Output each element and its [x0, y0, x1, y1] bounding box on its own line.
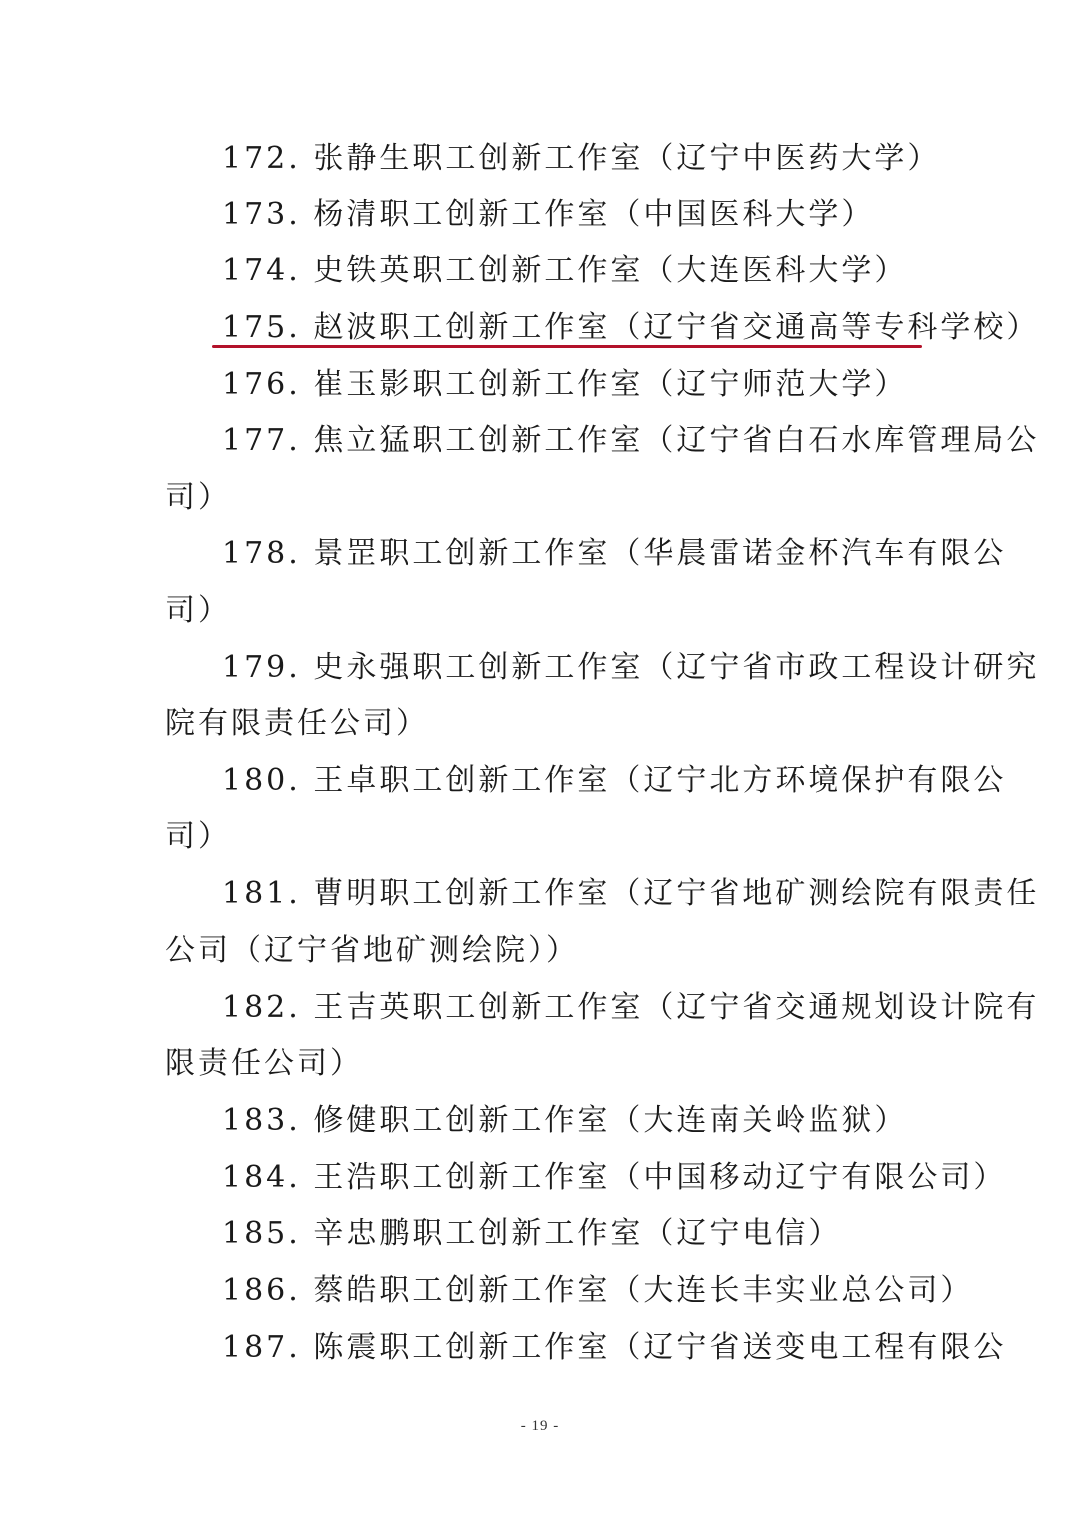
- list-item-180-continued: 司）: [165, 819, 231, 854]
- list-item-179: 179. 史永强职工创新工作室（辽宁省市政工程设计研究: [222, 650, 1040, 685]
- list-item-187: 187. 陈震职工创新工作室（辽宁省送变电工程有限公: [222, 1330, 1007, 1365]
- list-item-173: 173. 杨清职工创新工作室（中国医科大学）: [222, 197, 875, 232]
- list-item-174: 174. 史铁英职工创新工作室（大连医科大学）: [222, 253, 908, 288]
- red-underline-mark: [212, 345, 922, 348]
- page-number: - 19 -: [520, 1418, 560, 1434]
- list-item-183: 183. 修健职工创新工作室（大连南关岭监狱）: [222, 1103, 908, 1138]
- list-item-172: 172. 张静生职工创新工作室（辽宁中医药大学）: [222, 141, 941, 176]
- list-item-178-continued: 司）: [165, 593, 231, 628]
- list-item-182: 182. 王吉英职工创新工作室（辽宁省交通规划设计院有: [222, 990, 1040, 1025]
- list-item-177-continued: 司）: [165, 480, 231, 515]
- list-item-185: 185. 辛忠鹏职工创新工作室（辽宁电信）: [222, 1216, 842, 1251]
- list-item-179-continued: 院有限责任公司）: [165, 706, 429, 741]
- list-item-186: 186. 蔡皓职工创新工作室（大连长丰实业总公司）: [222, 1273, 974, 1308]
- list-item-177: 177. 焦立猛职工创新工作室（辽宁省白石水库管理局公: [222, 423, 1040, 458]
- list-item-176: 176. 崔玉影职工创新工作室（辽宁师范大学）: [222, 367, 908, 402]
- list-item-181-continued: 公司（辽宁省地矿测绘院））: [165, 933, 579, 968]
- list-item-178: 178. 景罡职工创新工作室（华晨雷诺金杯汽车有限公: [222, 536, 1007, 571]
- list-item-181: 181. 曹明职工创新工作室（辽宁省地矿测绘院有限责任: [222, 876, 1040, 911]
- list-item-184: 184. 王浩职工创新工作室（中国移动辽宁有限公司）: [222, 1160, 1007, 1195]
- list-item-182-continued: 限责任公司）: [165, 1046, 363, 1081]
- list-item-180: 180. 王卓职工创新工作室（辽宁北方环境保护有限公: [222, 763, 1007, 798]
- list-item-175-highlighted: 175. 赵波职工创新工作室（辽宁省交通高等专科学校）: [222, 310, 1040, 345]
